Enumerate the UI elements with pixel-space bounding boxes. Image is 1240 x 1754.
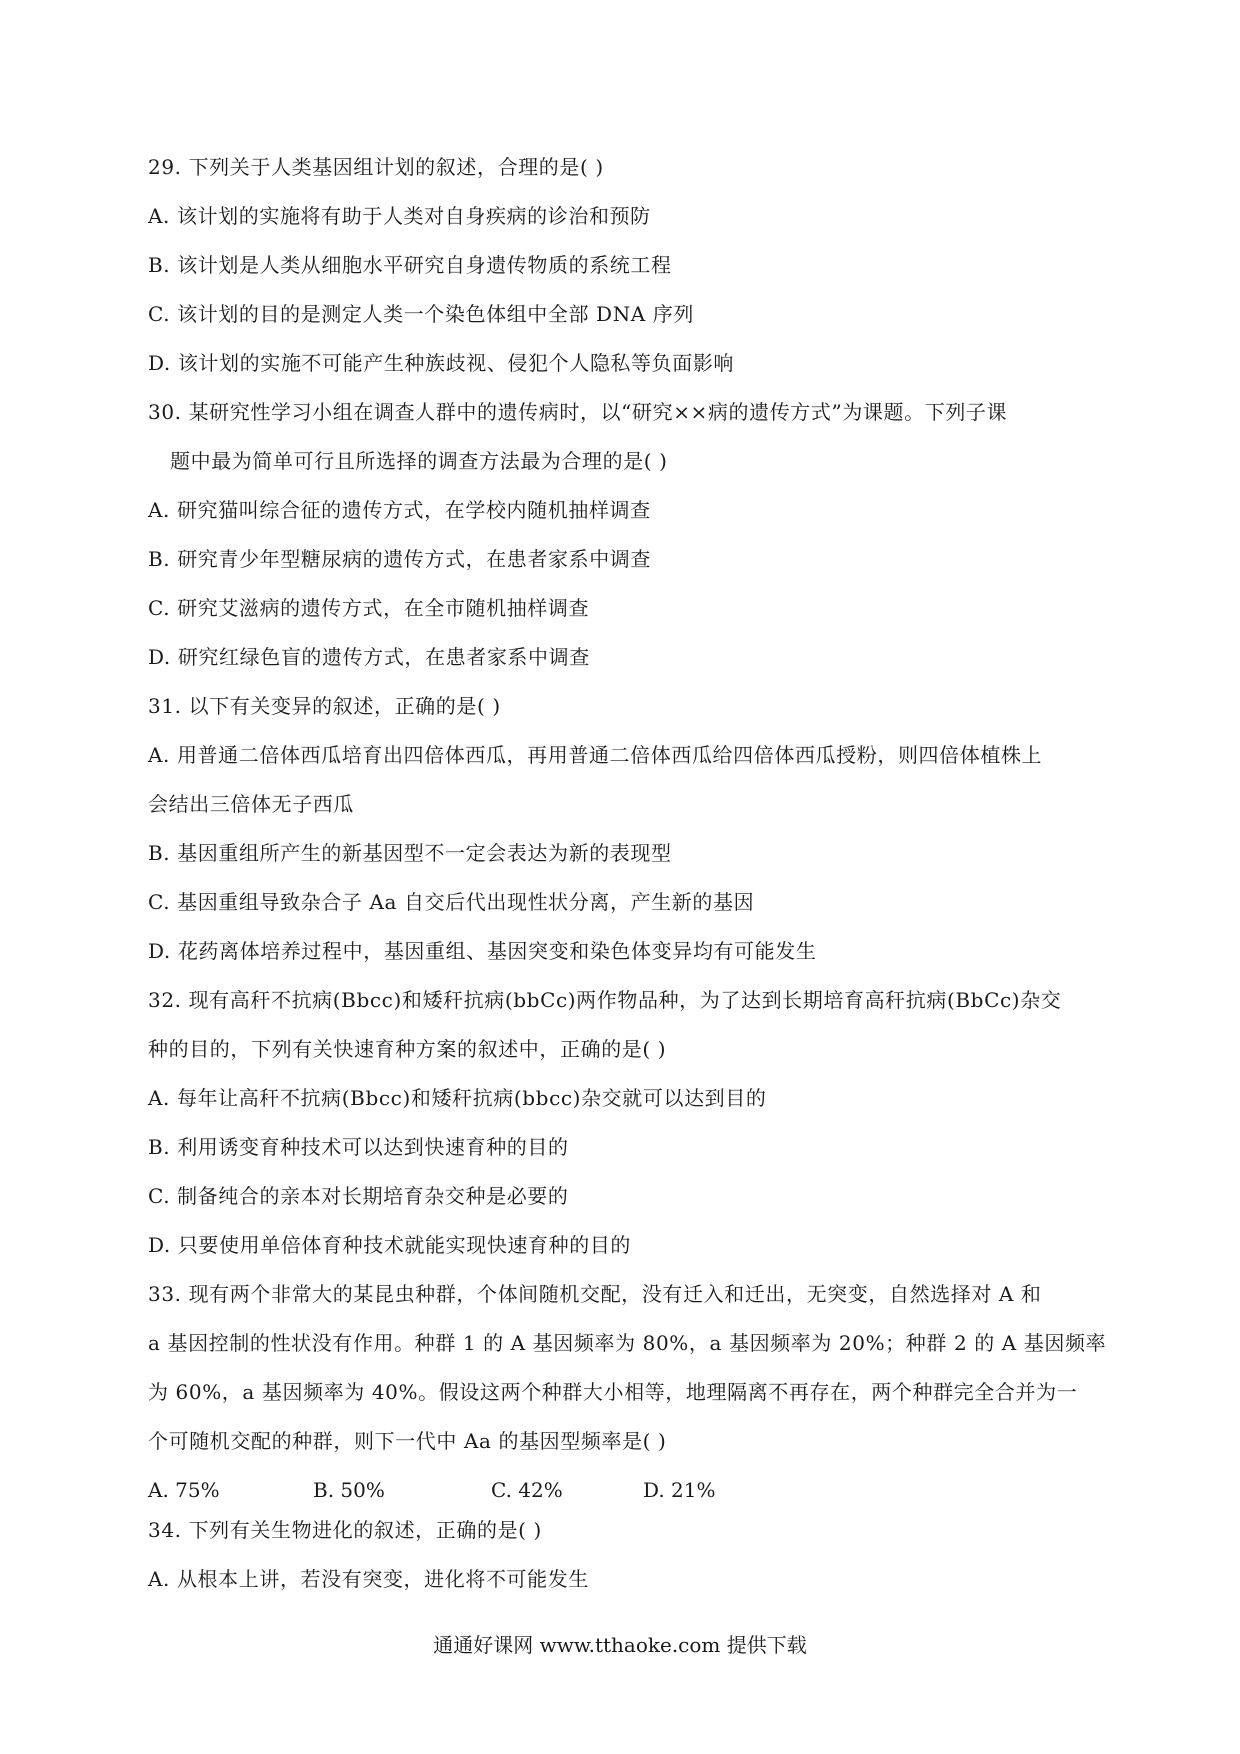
question-29-option-a: A. 该计划的实施将有助于人类对自身疾病的诊治和预防 [148,204,651,228]
question-30-option-a: A. 研究猫叫综合征的遗传方式，在学校内随机抽样调查 [148,498,651,522]
question-33-stem-line-2: a 基因控制的性状没有作用。种群 1 的 A 基因频率为 80%，a 基因频率为 20%；种群 2 的 A 基因频率 [148,1331,1107,1355]
question-29-stem: 29. 下列关于人类基因组计划的叙述，合理的是( ) [148,155,604,179]
question-33-option-b: B. 50% [313,1478,385,1502]
question-32-stem-line-1: 32. 现有高秆不抗病(Bbcc)和矮秆抗病(bbCc)两作物品种，为了达到长期培育高秆抗病(BbCc)杂交 [148,988,1062,1012]
question-29-option-c: C. 该计划的目的是测定人类一个染色体组中全部 DNA 序列 [148,302,694,326]
question-32-option-d: D. 只要使用单倍体育种技术就能实现快速育种的目的 [148,1233,632,1257]
question-32-option-c: C. 制备纯合的亲本对长期培育杂交种是必要的 [148,1184,569,1208]
question-31-stem: 31. 以下有关变异的叙述，正确的是( ) [148,694,501,718]
question-30-option-b: B. 研究青少年型糖尿病的遗传方式，在患者家系中调查 [148,547,652,571]
question-33-option-c: C. 42% [491,1478,563,1502]
question-31-option-c: C. 基因重组导致杂合子 Aa 自交后代出现性状分离，产生新的基因 [148,890,755,914]
question-33-stem-line-3: 为 60%，a 基因频率为 40%。假设这两个种群大小相等，地理隔离不再存在，两个种群完全合并为一 [148,1380,1078,1404]
question-30-option-c: C. 研究艾滋病的遗传方式，在全市随机抽样调查 [148,596,590,620]
question-32-option-a: A. 每年让高秆不抗病(Bbcc)和矮秆抗病(bbcc)杂交就可以达到目的 [148,1086,767,1110]
question-30-option-d: D. 研究红绿色盲的遗传方式，在患者家系中调查 [148,645,590,669]
question-31-option-d: D. 花药离体培养过程中，基因重组、基因突变和染色体变异均有可能发生 [148,939,817,963]
question-list [148,155,1108,1616]
question-29-option-d: D. 该计划的实施不可能产生种族歧视、侵犯个人隐私等负面影响 [148,351,735,375]
question-29-option-b: B. 该计划是人类从细胞水平研究自身遗传物质的系统工程 [148,253,672,277]
question-34-stem: 34. 下列有关生物进化的叙述，正确的是( ) [148,1518,542,1542]
question-34-option-a: A. 从根本上讲，若没有突变，进化将不可能发生 [148,1567,589,1591]
question-33-stem-line-4: 个可随机交配的种群，则下一代中 Aa 的基因型频率是( ) [148,1429,667,1453]
question-31-option-a-line-1: A. 用普通二倍体西瓜培育出四倍体西瓜，再用普通二倍体西瓜给四倍体西瓜授粉，则四倍体植株上 [148,743,1043,767]
question-32-option-b: B. 利用诱变育种技术可以达到快速育种的目的 [148,1135,569,1159]
question-31-option-b: B. 基因重组所产生的新基因型不一定会表达为新的表现型 [148,841,672,865]
question-32-stem-line-2: 种的目的，下列有关快速育种方案的叙述中，正确的是( ) [148,1037,667,1061]
question-33-options [148,1478,1108,1518]
page-footer: 通通好课网 www.tthaoke.com 提供下载 [433,1633,807,1657]
question-33-option-a: A. 75% [148,1478,220,1502]
question-30-stem-line-1: 30. 某研究性学习小组在调查人群中的遗传病时，以“研究××病的遗传方式”为课题。下列子课 [148,400,1008,424]
question-30-stem-line-2: 题中最为简单可行且所选择的调查方法最为合理的是( ) [170,449,668,473]
question-33-option-d: D. 21% [643,1478,716,1502]
question-33-stem-line-1: 33. 现有两个非常大的某昆虫种群，个体间随机交配，没有迁入和迁出，无突变，自然选择对 A 和 [148,1282,1042,1306]
question-31-option-a-line-2: 会结出三倍体无子西瓜 [148,792,354,816]
